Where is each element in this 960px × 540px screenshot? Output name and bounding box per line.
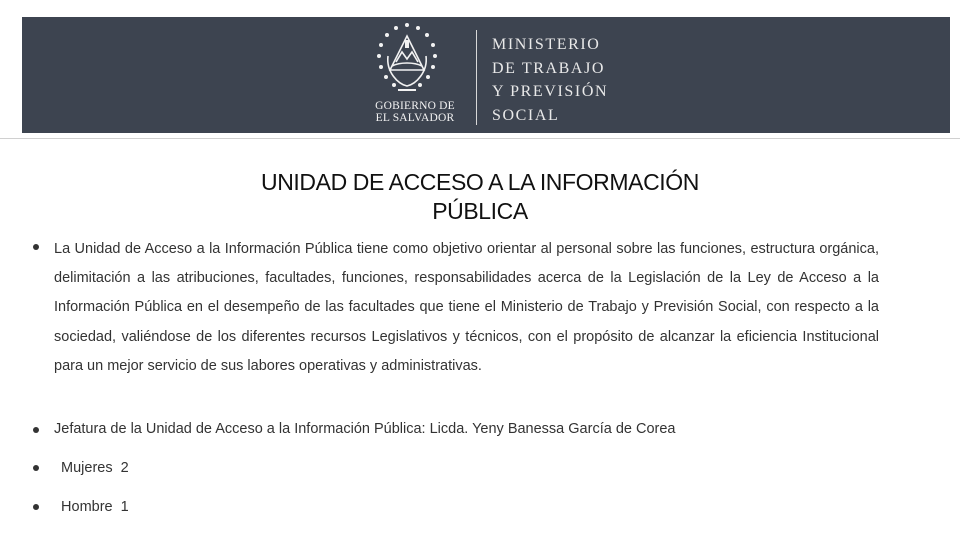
page-title: [150, 168, 810, 226]
bullet-icon: [33, 427, 39, 433]
page-title-line-1: UNIDAD DE ACCESO A LA INFORMACIÓN: [261, 169, 699, 195]
ministry-name-line-4: SOCIAL: [492, 106, 560, 124]
government-name: [355, 100, 475, 124]
government-name-line-1: GOBIERNO DE: [375, 100, 455, 112]
ministry-name-line-3: Y PREVISIÓN: [492, 83, 609, 100]
list-item-women-count: Mujeres 2: [57, 460, 129, 476]
list-item-head-of-unit: Jefatura de la Unidad de Acceso a la Información Pública: Licda. Yeny Banessa García de Corea: [54, 421, 676, 437]
header-divider: [476, 30, 477, 125]
government-name-line-2: EL SALVADOR: [375, 112, 455, 124]
page-title-line-2: PÚBLICA: [432, 198, 528, 224]
coat-of-arms-icon: [372, 22, 442, 98]
bullet-icon: [33, 244, 39, 250]
ministry-name: [492, 33, 608, 127]
header-rule: [0, 138, 960, 139]
ministry-name-line-1: MINISTERIO: [492, 36, 601, 53]
bullet-icon: [33, 504, 39, 510]
bullet-icon: [33, 465, 39, 471]
ministry-name-line-2: DE TRABAJO: [492, 59, 606, 77]
header-banner: [22, 17, 950, 133]
description-paragraph: La Unidad de Acceso a la Información Pública tiene como objetivo orientar al personal sobre las funciones, estructura orgánica, delimitación a las atribuciones, facultades, funciones, responsabilidades acerca de la Legislación de la Ley de Acceso a la Información Pública en el desempeño de las facultades que tiene el Ministerio de Trabajo y Previsión Social, con respecto a la sociedad, valiéndose de los diferentes recursos Legislativos y técnicos, con el propósito de alcanzar la eficiencia Institucional para un mejor servicio de sus labores operativas y administrativas.: [54, 241, 879, 374]
list-item-men-count: Hombre 1: [57, 499, 129, 515]
